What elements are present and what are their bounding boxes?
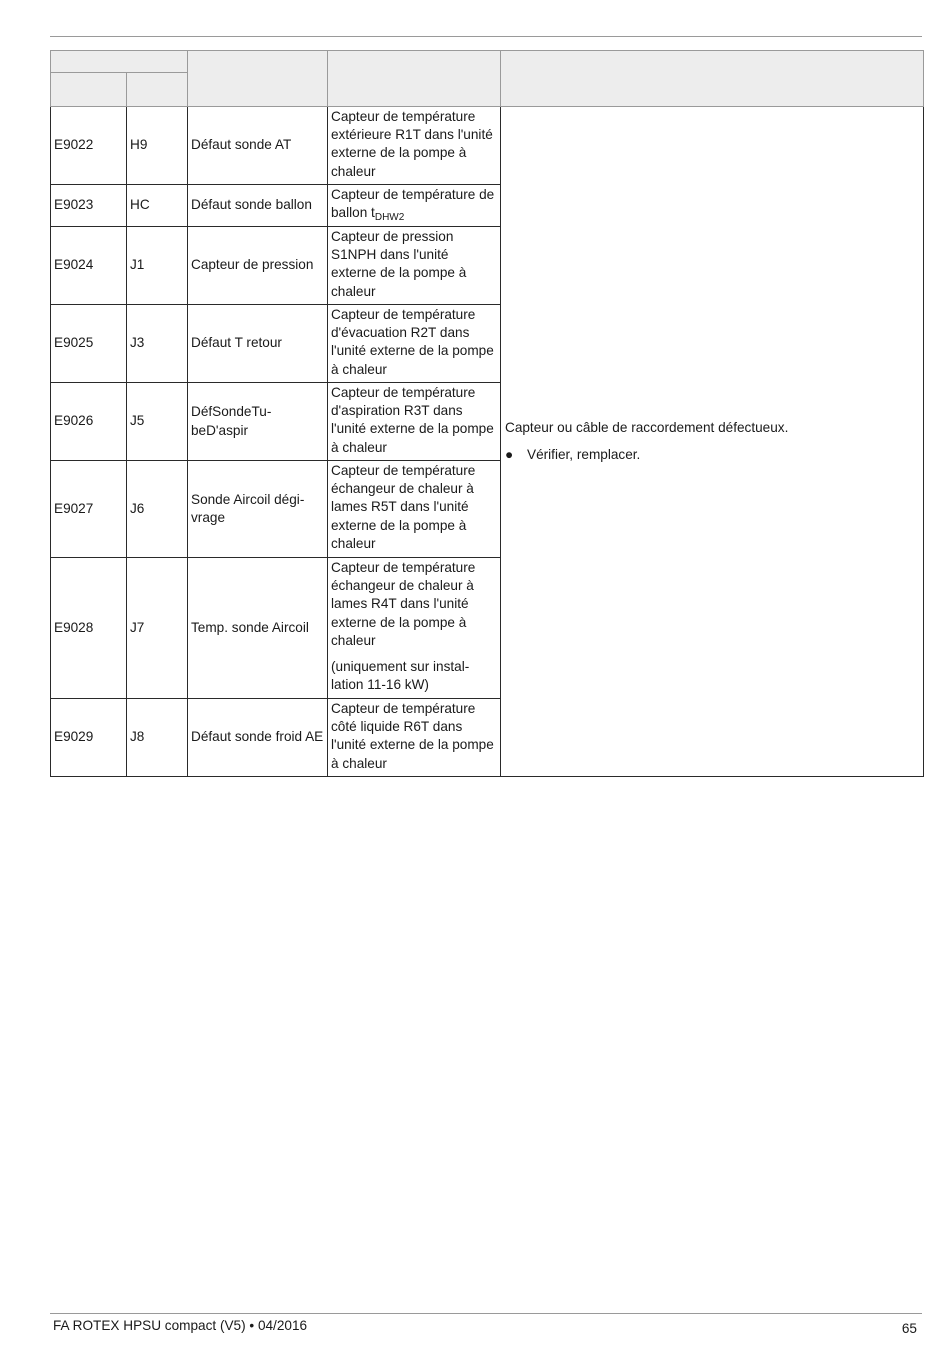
error-code-cell: E9023 bbox=[51, 185, 127, 227]
component-cell: Capteur de température côté liquide R6T dans l'unité externe de la pompe à chaleur bbox=[328, 699, 501, 777]
description-cell: Temp. sonde Aircoil bbox=[188, 558, 328, 699]
table-header bbox=[51, 51, 924, 107]
error-code-table bbox=[50, 50, 924, 777]
page-number: 65 bbox=[901, 1321, 917, 1336]
header-error-code bbox=[51, 73, 127, 107]
short-code-cell: J6 bbox=[127, 461, 188, 558]
subscript: DHW2 bbox=[374, 212, 405, 224]
short-code-cell: J5 bbox=[127, 383, 188, 461]
description-cell: Sonde Aircoil dégi-vrage bbox=[188, 461, 328, 558]
header-action bbox=[501, 51, 924, 107]
error-code-cell: E9025 bbox=[51, 305, 127, 383]
short-code-cell: H9 bbox=[127, 107, 188, 185]
error-code-cell: E9026 bbox=[51, 383, 127, 461]
description-cell: Défaut sonde froid AE bbox=[188, 699, 328, 777]
error-code-cell: E9024 bbox=[51, 227, 127, 305]
footer-document-title: FA ROTEX HPSU compact (V5) • 04/2016 bbox=[53, 1318, 308, 1333]
short-code-cell: J8 bbox=[127, 699, 188, 777]
error-code-cell: E9022 bbox=[51, 107, 127, 185]
remedy-text: Vérifier, remplacer. bbox=[527, 447, 641, 462]
table-body bbox=[51, 107, 924, 777]
short-code-cell: J7 bbox=[127, 558, 188, 699]
component-cell: Capteur de température de ballon $t_{DHW2}$ bbox=[328, 185, 501, 227]
description-cell: DéfSondeTu-beD'aspir bbox=[188, 383, 328, 461]
footer-rule bbox=[50, 1313, 922, 1314]
description-cell: Défaut sonde AT bbox=[188, 107, 328, 185]
component-cell: Capteur de pression S1NPH dans l'unité externe de la pompe à chaleur bbox=[328, 227, 501, 305]
component-note: (uniquement sur instal-lation 11-16 kW) bbox=[331, 659, 470, 693]
header-rule bbox=[50, 36, 922, 37]
component-cell: Capteur de température échangeur de chaleur à lames R4T dans l'unité externe de la pompe à chaleur (uniquement sur instal-lation 11-16 kW) bbox=[328, 558, 501, 699]
header-description bbox=[188, 51, 328, 107]
error-code-cell: E9028 bbox=[51, 558, 127, 699]
remedy-item bbox=[505, 446, 920, 464]
bullet-icon: ● bbox=[505, 447, 514, 462]
error-code-cell: E9029 bbox=[51, 699, 127, 777]
description-cell: Défaut sonde ballon bbox=[188, 185, 328, 227]
error-code-cell: E9027 bbox=[51, 461, 127, 558]
component-cell: Capteur de température d'évacuation R2T dans l'unité externe de la pompe à chaleur bbox=[328, 305, 501, 383]
table-row bbox=[51, 107, 924, 185]
short-code-cell: J3 bbox=[127, 305, 188, 383]
short-code-cell: HC bbox=[127, 185, 188, 227]
header-short-code bbox=[127, 73, 188, 107]
description-cell: Capteur de pression bbox=[188, 227, 328, 305]
header-code-group bbox=[51, 51, 188, 73]
component-cell: Capteur de température échangeur de chaleur à lames R5T dans l'unité externe de la pompe à chaleur bbox=[328, 461, 501, 558]
action-cell bbox=[501, 107, 924, 777]
description-cell: Défaut T retour bbox=[188, 305, 328, 383]
header-component bbox=[328, 51, 501, 107]
cause-text: Capteur ou câble de raccordement défectueux. bbox=[505, 419, 789, 435]
short-code-cell: J1 bbox=[127, 227, 188, 305]
component-cell: Capteur de température extérieure R1T dans l'unité externe de la pompe à chaleur bbox=[328, 107, 501, 185]
component-cell: Capteur de température d'aspiration R3T dans l'unité externe de la pompe à chaleur bbox=[328, 383, 501, 461]
